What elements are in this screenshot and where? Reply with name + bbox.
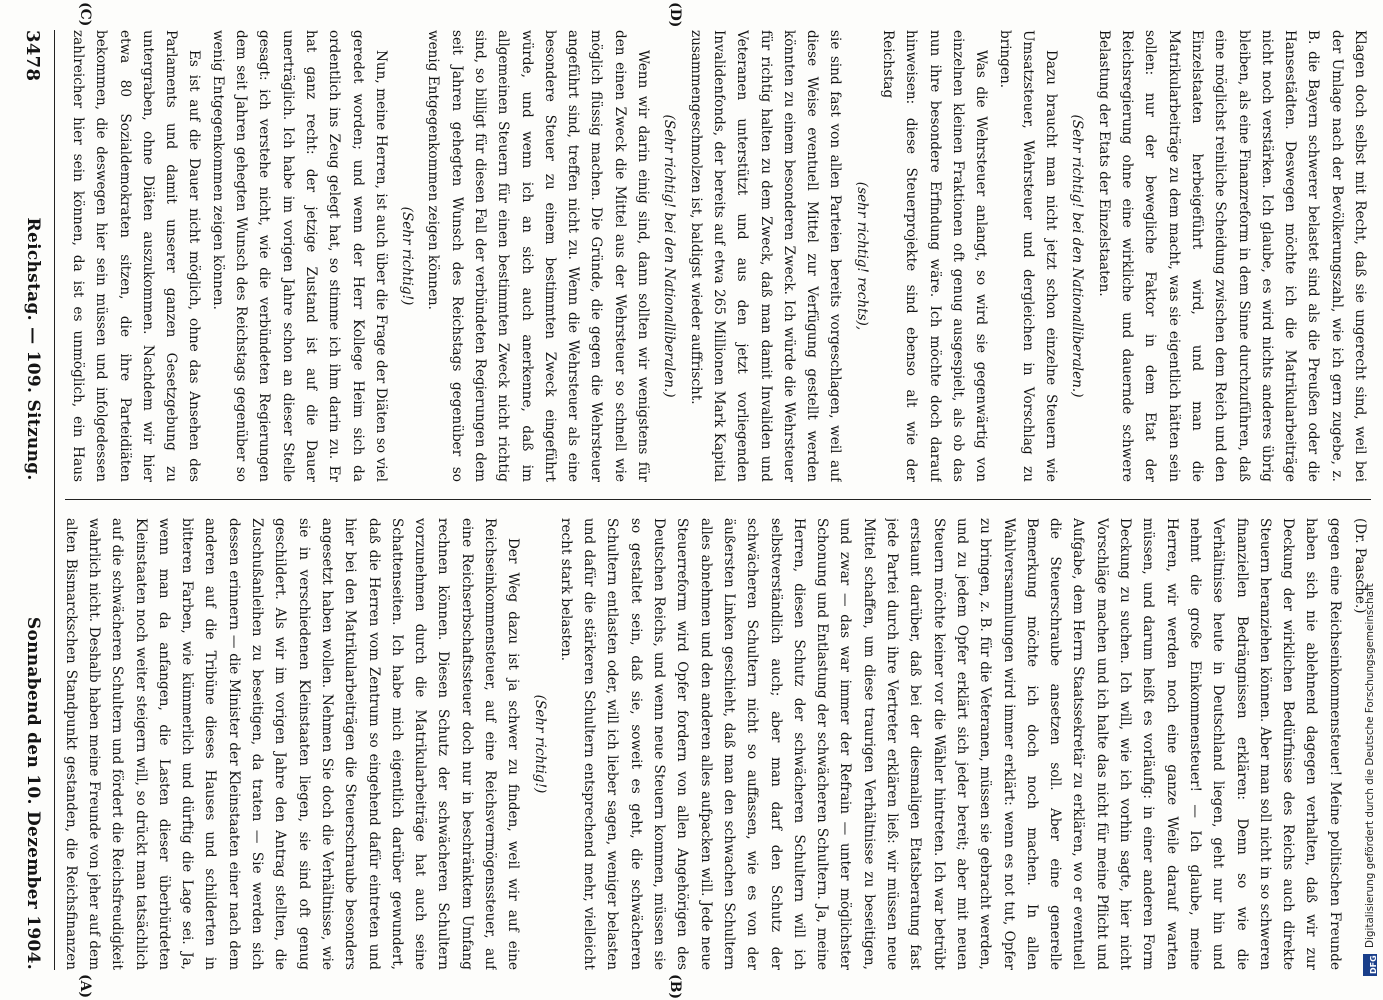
paragraph: Klagen doch selbst mit Recht, daß sie ungerecht sind, weil bei der Umlage nach der Bevölkerungszahl, wie ich gern zugebe, z. B. die Bayern schwerer belastet sind als die Preußen oder die Hansestädten. Deswegen möchte ich die Matrikularbeiträge nicht noch verstärken. Ich glaube, es wird nichts anderes übrig bleiben, als eine Finanzreform in dem Sinne durchzuführen, daß eine möglichst reinliche Scheidung zwischen dem Reich und den Einzelstaaten herbeigeführt wird, und man die Matrikularbeiträge zu dem macht, was sie eigentlich hätten sein sollen: nur der bewegliche Faktor in dem Etat der Reichsregierung ohne eine wirkliche und dauernde schwere Belastung der Etats der Einzelstaaten. bbox=[1095, 30, 1368, 482]
paragraph: Der Weg dazu ist ja schwer zu finden, weil wir auf eine Reichseinkommensteuer, auf eine Reichsvermögenssteuer, auf eine Reichserbschaftssteuer doch nur in beschränktem Umfang rechnen können. Diesen Schutz der schwächeren Schultern vorzunehmen durch die Matrikularbeiträge hat auch seine Schattenseiten. Ich habe mich eigentlich darüber gewundert, daß die Herren vom Zentrum so eingehend dafür eintreten und hier bei den Matrikularbeiträgen die Steuerschraube besonders angesetzt haben wollen. Nehmen Sie doch die Verhältnisse, wie sie in verschiedenen Kleinstaaten liegen, sie sind oft genug geschildert. Als wir im vorigen Jahre den Antrag stellten, die Zuschußanleihen zu beseitigen, da traten — Sie werden sich dessen erinnern — die Minister der Kleinstaaten einer nach dem anderen auf die Tribüne dieses Hauses und schilderten in bitteren Farben, wie kümmerlich und dürftig die Lage sei. Ja, wenn man da anfangen, die Lasten dieser überbürdeten Kleinstaaten noch weiter steigern will, so drückt man tatsächlich auf die schwächeren Schultern und fördert die Reichsfreudigkeit wahrlich nicht. Deshalb haben meine Freunde von jeher auf dem alten Bismarckschen Standpunkt gestanden, die Reichsfinanzen bbox=[63, 518, 522, 970]
dfg-logo: DFG bbox=[1363, 954, 1377, 976]
right-column bbox=[63, 30, 1371, 482]
paragraph: Nun, meine Herren, ist auch über die Frage der Diäten so viel geredet worden; und wenn der Herr Kollege Heim sich da ordentlich ins Zeug gelegt hat, so stimme ich ihm darin zu. Er hat ganz recht: der jetzige Zustand ist auf die Dauer unerträglich. Ich habe im vorigen Jahre schon an dieser Stelle gesagt: ich verstehe nicht, wie die verbündeten Regierungen dem seit Jahren gehegten Wunsch des Reichstags gegenüber so wenig Entgegenkommen zeigen können. bbox=[209, 30, 389, 482]
interjection: (Sehr richtig! bei den Nationalliberalen.) bbox=[1069, 114, 1086, 398]
interjection: (Sehr richtig!) bbox=[399, 206, 416, 306]
digitization-note bbox=[1362, 36, 1378, 976]
header-rule bbox=[54, 30, 55, 970]
page-title: Reichstag. — 109. Sitzung. bbox=[23, 217, 43, 481]
paragraph: Was die Wehrsteuer anlangt, so wird sie gegenwärtig von einzelnen kleinen Fraktionen oft genug ausgespielt, als ob das nun ihre besondere Erfindung wäre. Ich möchte doch darauf hinweisen: diese Steuerprojekte sind ebenso alt wie der Reichstag bbox=[880, 30, 990, 482]
digitization-note-text: Digitalisierung gefördert durch die Deutsche Forschungsgemeinschaft bbox=[1364, 583, 1376, 948]
margin-mark-c: (C) bbox=[77, 2, 93, 27]
interjection: (Sehr richtig!) bbox=[531, 694, 548, 794]
left-column bbox=[63, 518, 1371, 970]
session-date: Sonnabend den 10. Dezember 1904. bbox=[23, 616, 43, 970]
margin-mark-a: (A) bbox=[77, 974, 93, 999]
page-number: 3478 bbox=[22, 30, 44, 82]
paragraph: Dazu braucht man nicht jetzt schon einzelne Steuern wie Umsatzsteuer, Wehrsteuer und dergleichen in Vorschlag zu bringen. bbox=[996, 30, 1060, 482]
paragraph: Wenn wir darin einig sind, dann sollten wir wenigstens für den einen Zweck die Mittel aus der Wehrsteuer so schnell wie möglich flüssig machen. Die Gründe, die gegen die Wehrsteuer angeführt sind, treffen nicht zu. Wenn die Wehrsteuer als eine besondere Steuer zu einem bestimmten Zweck eingeführt würde, und wenn ich an sich auch anerkenne, daß im allgemeinen Steuern für einen bestimmten Zweck nicht richtig sind, so billigt für diesen Fall der verbündeten Regierungen dem seit Jahren gehegten Wunsch des Reichstags gegenüber so wenig Entgegenkommen zeigen können. bbox=[425, 30, 652, 482]
margin-mark-b: (B) bbox=[667, 974, 683, 1000]
column-divider bbox=[65, 499, 1371, 500]
interjection: (Sehr richtig! bei den Nationalliberalen.) bbox=[661, 114, 678, 398]
page-header bbox=[15, 30, 51, 970]
paragraph: Es ist auf die Dauer nicht möglich, ohne das Ansehen des Parlaments und damit unserer ganzen Gesetzgebung zu untergraben, ohne Diäten auszukommen. Nachdem wir hier etwa 80 Sozialdemokraten sitzen, die ihre Parteidiäten bekommen, die deswegen hier sein müssen und infolgedessen zahlreicher hier sein können, da ist es unmöglich, ein Haus bbox=[69, 30, 203, 482]
speaker-label: (Dr. Paasche.) bbox=[1352, 518, 1368, 614]
margin-mark-d: (D) bbox=[667, 2, 683, 28]
paragraph: gegen eine Reichseinkommensteuer! Meine politischen Freunde haben sich nie ablehnend dagegen verhalten, daß wir zur Deckung der wirklichen Bedürfnisse des Reichs auch direkte Steuern heranziehen können. Aber man soll nicht in so schweren finanziellen Bedrängnissen erklären: Denn so wie die Verhältnisse heute in Deutschland liegen, geht nur hin und nehmt die große Einkommensteuer! — Ich glaube, meine Herren, wir werden noch eine ganze Weile darauf warten müssen, und darum heißt es vorläufig: in einer anderen Form Deckung zu suchen. Ich will, wie ich vorhin sagte, hier nicht Vorschläge machen und ich halte das nicht für meine Pflicht und Aufgabe, dem Herrn Staatssekretär zu erklären, wo er eventuell die Steuerschraube ansetzen soll. Aber eine generelle Bemerkung möchte ich doch noch machen. In allen Wahlversammlungen wird immer erklärt: wenn es not tut, Opfer zu bringen, z. B. für die Veteranen, müssen sie gebracht werden, und zu jedem Opfer erklärt sich jeder bereit; aber mit neuen Steuern möchte keiner vor die Wähler hintreten. Ich war betrübt erstaunt darüber, daß bei der diesmaligen Etatsberatung fast jede Partei durch ihre Vertreter erklären ließ: wir müssen neue Mittel schaffen, um diese traurigen Verhältnisse zu beseitigen, und zwar — das war immer der Refrain — unter möglichster Schonung und Entlastung der schwächeren Schultern. Ja, meine Herren, diesen Schutz der schwächeren Schultern will ich selbstverständlich auch; aber man darf den Schutz der schwächeren Schultern nicht so auffassen, wie es von der äußersten Linken geschieht, daß man den schwachen Schultern alles abnehmen und den anderen alles aufpacken will. Jede neue Steuerreform wird Opfer fordern von allen Angehörigen des Deutschen Reichs, und wenn neue Steuern kommen, müssen sie so gestaltet sein, daß sie, soweit es geht, die schwächeren Schultern entlasten oder, will ich lieber sagen, weniger belasten und dafür die stärkeren Schultern entsprechend mehr, vielleicht recht stark belasten. bbox=[557, 518, 1343, 970]
interjection: (sehr richtig! rechts), bbox=[853, 181, 870, 331]
paragraph: sie sind fast von allen Parteien bereits vorgeschlagen, weil auf diese Weise eventuell Mittel zur Verfügung gestellt werden könnten zu einem besonderen Zweck. Ich würde die Wehrsteuer für richtig halten zu dem Zweck, daß man damit Invaliden und Veteranen unterstützt und aus den jetzt vorliegenden Invalidenfonds, der bereits auf etwa 265 Millionen Mark Kapital zusammengeschmolzen ist, baldigst wieder auffrischt. bbox=[687, 30, 844, 482]
